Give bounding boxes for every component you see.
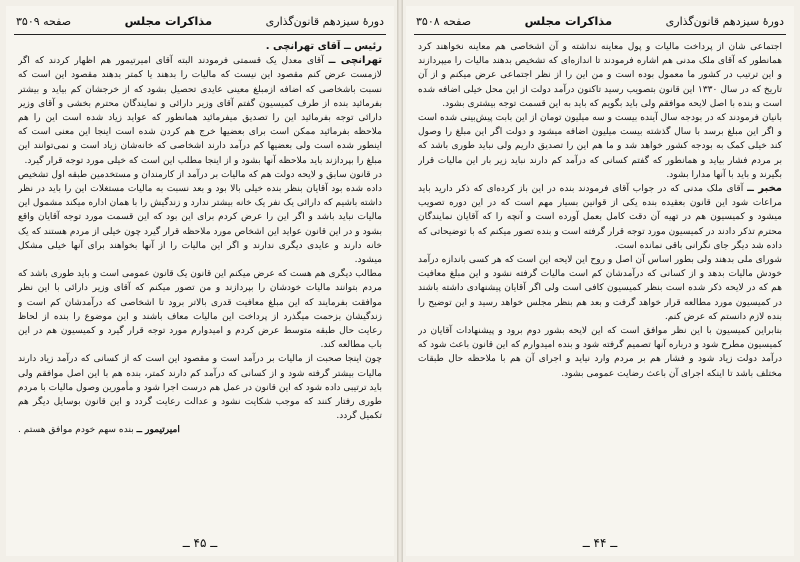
right-header-rule — [414, 34, 786, 35]
left-closing-text: بنده سهم خودم موافق هستم . — [18, 425, 134, 436]
left-header-page-number: صفحه ۳۵۰۹ — [16, 14, 72, 28]
right-paragraph-3: آقای ملک مدنی که در جواب آقای فرمودند بنده در این باز کرده‌ای که ذکر دارید باید مراعات شود این قانون بعقیده بنده یکی از قوانین بسیار مهم است که در این دوره تصویب میشود و کمیسیون هم در تهیه آن دقت کامل بعمل آورده است و آنچه را که آقایان نمایندگان محترم تذکر دادند در کمیسیون مورد توجه قرار گرفته است و بنده تصور میکنم که با توضیحاتی که داده شد دیگر جای نگرانی باقی نمانده است. — [418, 184, 782, 251]
left-speaker-tehranchi: تهرانچی ــ — [328, 55, 382, 67]
right-header-page-number: صفحه ۳۵۰۸ — [416, 14, 472, 28]
right-paragraph-2: بانیان فرمودند که در بودجه سال آینده بیست و سه میلیون تومان از این بابت پیش‌بینی شده است و اگر این مبلغ برسد با سال گذشته بیست میلیون اضافه میشود و دولت اگر این مبلغ را وصول کند خیلی کمک به بودجه کشور خواهد شد و ما هم این را تصدیق داریم ولی نباید طوری باشد که بر مردم فشار بیاید و همانطور که گفتم کسانی که درآمد کم دارند نباید زیر بار این مالیات قرار بگیرند و باید با آنها مدارا بشود. — [418, 113, 782, 180]
right-page-footer-number: ــ ۴۴ ــ — [582, 536, 618, 550]
left-page-footer-number: ــ ۴۵ ــ — [182, 536, 218, 550]
left-paragraph-4: چون اینجا صحبت از مالیات بر درآمد است و مقصود این است که از کسانی که درآمد زیاد دارند مالیات بیشتر گرفته شود و از کسانی که درآمد کم دارند کمتر، بنده هم با این اصل موافقم ولی باید ترتیبی داده شود که این قانون در عمل هم درست اجرا شود و مأمورین وصول مالیات با مردم طوری رفتار کنند که موجب شکایت نشود و عدالت رعایت گردد و این قانون بوسایل دیگر هم تکمیل گردد. — [18, 354, 382, 422]
right-speaker-rapporteur: مخبر ــ — [747, 183, 782, 195]
book-gutter — [397, 0, 403, 562]
left-header-session: دورهٔ سیزدهم قانون‌گذاری — [265, 14, 384, 28]
right-header-session: دورهٔ سیزدهم قانون‌گذاری — [665, 14, 784, 28]
right-page-body — [418, 40, 782, 530]
right-paragraph-5: بنابراین کمیسیون با این نظر موافق است که این لایحه بشور دوم برود و پیشنهادات آقایان در کمیسیون مطرح شود و درباره آنها تصمیم گرفته شود و بنده امیدوارم که این قانون باعث شود که درآمد دولت زیاد شود و فشار هم بر مردم وارد نیاید و اجرای آن هم با ملاحظه حال طبقات مختلف باشد تا اینکه اجرای آن باعث رضایت عمومی بشود. — [418, 326, 782, 379]
right-page — [406, 6, 794, 556]
left-paragraph-2: در قانون سابق و لایحه دولت هم که مالیات بر درآمد از کارمندان و مستخدمین طبقه اول تشخیص داده شده بود آقایان بنظر بنده خیلی بالا بود و بعد نسبت به مالیات مستغلات این را باید در نظر داشته باشیم که دارائی یک نفر یک خانه بیشتر ندارد و زندگیش را با همان اداره میکند مشمول این مالیات نباید باشد و اگر این را عرض کردم برای این بود که این قسمت مورد توجه آقایان واقع بشود و در این قانون عواید این اشخاص مورد ملاحظه قرار گیرد چون خیلی از مردم هستند که یک خانه دارند و عایدی دیگری ندارند و اگر این مالیات را از آنها بخواهند برای آنها خیلی مشکل میشود. — [18, 169, 382, 266]
right-header-title: مذاکرات مجلس — [524, 14, 613, 28]
left-page-body — [18, 40, 382, 530]
right-paragraph-4: شورای ملی بدهند ولی بطور اساس آن اصل و روح این لایحه این است که هر کسی باندازه درآمد خودش مالیات بدهد و از کسانی که درآمدشان کم است مالیات گرفته نشود و این مبلغ معافیت هم که در لایحه ذکر شده است بنظر کمیسیون کافی است ولی اگر آقایان پیشنهادی داشته باشند در کمیسیون مورد مطالعه قرار خواهد گرفت و بعد هم بنظر مجلس خواهد رسید و این توضیح را بنده لازم دانستم که عرض کنم. — [418, 255, 782, 322]
right-page-header — [416, 10, 784, 32]
left-closing-speaker: امیرتیمور ــ — [136, 424, 180, 436]
left-page-header — [16, 10, 384, 32]
left-page — [6, 6, 394, 556]
left-header-rule — [14, 34, 386, 35]
right-paragraph-1: اجتماعی شان از پرداخت مالیات و پول معاینه نداشته و آن اشخاصی هم معاینه نخواهند کرد همانطور که آقای ملک مدنی هم اشاره فرمودند تا اندازه‌ای که تشخیص بدهند مالیات را میپردازند و این ترتیب در کشور ما معمول بوده است و من این را از نظر اجتماعی عرض میکنم و از آن تاریخ که در سال ۱۳۳۰ این قانون بتصویب رسید تاکنون درآمد دولت از این محل خیلی اضافه شده است و بنده با اصل لایحه موافقم ولی باید بگویم که باید به این قسمت توجه بیشتری بشود. — [418, 42, 782, 109]
left-speaker-chair: رئیس ــ آقای تهرانچی . — [265, 41, 382, 52]
left-header-title: مذاکرات مجلس — [124, 14, 213, 28]
left-paragraph-3: مطالب دیگری هم هست که عرض میکنم این قانون یک قانون عمومی است و باید طوری باشد که مردم بتوانند مالیات خودشان را بپردازند و من تصور میکنم که آقای وزیر دارائی با این نظر موافقت بفرمایند که این مبلغ معافیت قدری بالاتر برود تا اشخاصی که درآمدشان کم است و زندگیشان بزحمت میگذرد از پرداخت این مالیات معاف باشند و این موضوع را بنده از لحاظ رعایت حال طبقه متوسط عرض کردم و امیدوارم مورد توجه قرار گیرد و کمیسیون هم در این باب مطالعه کند. — [18, 269, 382, 351]
left-paragraph-1: آقای معدل یک قسمتی فرمودند البته آقای امیرتیمور هم اظهار کردند که اگر لازمست عرض کنم مقصود این نیست که مالیات را بدهند یا کمتر بدهند مقصود این است که نسبت باشخاصی که اضافه ازمبلغ معینی عایدی تحصیل بشود که از خرجشان کم بیاید و بیشتر بفرمائید بنده از طرف کمیسیون گفتم آقای وزیر دارائی و نمایندگان محترم بخشی و آقای وزیر دارائی توجه بفرمائید این را تصدیق میفرمائید همانطور که عواید زیاد شده است این را هم ملاحظه بفرمائید ممکن است برای بعضیها خرج هم کردن شده است اینجا این معنی است که اینطور شده است ولی بعضیها کم درآمد دارند اشخاصی که خانه‌شان زیاد است و نمی‌توانند این مبلغ را بپردازند باید ملاحظه آنها بشود و از اینجا مطلب این است که خیلی مورد توجه قرار گیرد. — [18, 56, 382, 166]
